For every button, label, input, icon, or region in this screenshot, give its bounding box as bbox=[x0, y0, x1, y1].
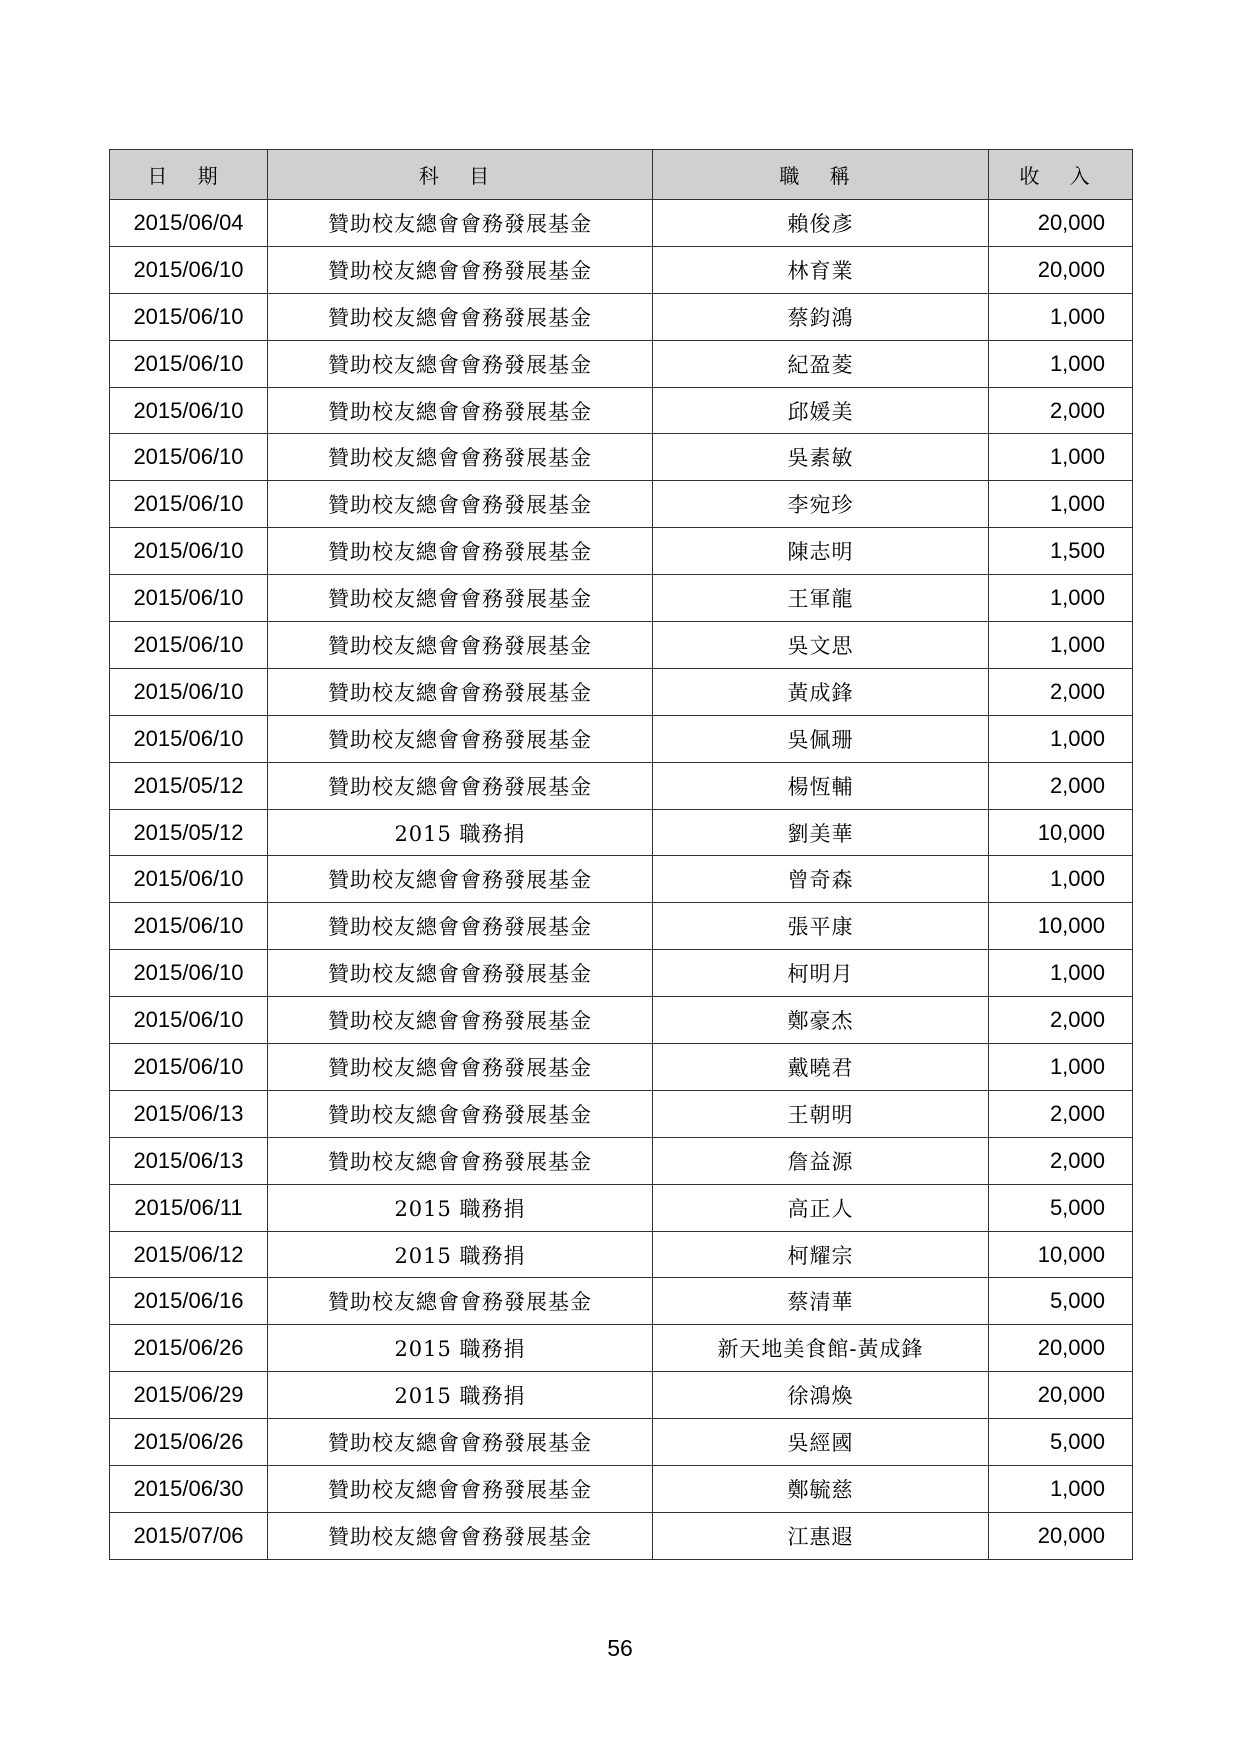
donation-ledger-table bbox=[109, 149, 1133, 1560]
amount-cell: 1,500 bbox=[989, 528, 1133, 575]
item-cell: 2015 職務捐 bbox=[268, 1184, 653, 1231]
table-row bbox=[110, 1466, 1133, 1513]
amount-cell: 1,000 bbox=[989, 622, 1133, 669]
date-cell: 2015/06/10 bbox=[110, 950, 268, 997]
amount-cell: 10,000 bbox=[989, 809, 1133, 856]
item-cell: 贊助校友總會會務發展基金 bbox=[268, 622, 653, 669]
amount-cell: 1,000 bbox=[989, 1466, 1133, 1513]
name-cell: 林育業 bbox=[653, 246, 989, 293]
amount-cell: 1,000 bbox=[989, 950, 1133, 997]
date-cell: 2015/07/06 bbox=[110, 1512, 268, 1559]
table-row bbox=[110, 1137, 1133, 1184]
date-cell: 2015/06/10 bbox=[110, 997, 268, 1044]
date-cell: 2015/06/10 bbox=[110, 575, 268, 622]
name-cell: 楊恆輔 bbox=[653, 762, 989, 809]
name-cell: 王軍龍 bbox=[653, 575, 989, 622]
table-row bbox=[110, 903, 1133, 950]
item-cell: 贊助校友總會會務發展基金 bbox=[268, 997, 653, 1044]
amount-cell: 1,000 bbox=[989, 715, 1133, 762]
name-cell: 蔡清華 bbox=[653, 1278, 989, 1325]
amount-cell: 10,000 bbox=[989, 1231, 1133, 1278]
date-cell: 2015/06/10 bbox=[110, 481, 268, 528]
name-cell: 曾奇森 bbox=[653, 856, 989, 903]
name-cell: 詹益源 bbox=[653, 1137, 989, 1184]
date-cell: 2015/06/10 bbox=[110, 340, 268, 387]
table-row bbox=[110, 246, 1133, 293]
amount-cell: 1,000 bbox=[989, 575, 1133, 622]
column-header-amount: 收 入 bbox=[989, 150, 1133, 200]
column-header-item: 科 目 bbox=[268, 150, 653, 200]
name-cell: 吳素敏 bbox=[653, 434, 989, 481]
table-row bbox=[110, 1184, 1133, 1231]
amount-cell: 1,000 bbox=[989, 481, 1133, 528]
name-cell: 柯耀宗 bbox=[653, 1231, 989, 1278]
table-row bbox=[110, 622, 1133, 669]
date-cell: 2015/06/10 bbox=[110, 856, 268, 903]
name-cell: 李宛珍 bbox=[653, 481, 989, 528]
item-cell: 贊助校友總會會務發展基金 bbox=[268, 1044, 653, 1091]
table-row bbox=[110, 715, 1133, 762]
item-cell: 贊助校友總會會務發展基金 bbox=[268, 762, 653, 809]
item-cell: 贊助校友總會會務發展基金 bbox=[268, 200, 653, 247]
date-cell: 2015/06/10 bbox=[110, 715, 268, 762]
item-cell: 2015 職務捐 bbox=[268, 809, 653, 856]
table-row bbox=[110, 809, 1133, 856]
item-cell: 贊助校友總會會務發展基金 bbox=[268, 1278, 653, 1325]
date-cell: 2015/06/10 bbox=[110, 293, 268, 340]
item-cell: 贊助校友總會會務發展基金 bbox=[268, 715, 653, 762]
date-cell: 2015/06/13 bbox=[110, 1090, 268, 1137]
date-cell: 2015/06/26 bbox=[110, 1325, 268, 1372]
column-header-date: 日 期 bbox=[110, 150, 268, 200]
table-row bbox=[110, 528, 1133, 575]
page-number: 56 bbox=[607, 1635, 633, 1661]
date-cell: 2015/06/11 bbox=[110, 1184, 268, 1231]
amount-cell: 5,000 bbox=[989, 1184, 1133, 1231]
date-cell: 2015/06/10 bbox=[110, 434, 268, 481]
name-cell: 劉美華 bbox=[653, 809, 989, 856]
date-cell: 2015/05/12 bbox=[110, 762, 268, 809]
header-row bbox=[110, 150, 1133, 200]
table-row bbox=[110, 1325, 1133, 1372]
name-cell: 邱媛美 bbox=[653, 387, 989, 434]
table-row bbox=[110, 1231, 1133, 1278]
table-row bbox=[110, 1372, 1133, 1419]
table-row bbox=[110, 434, 1133, 481]
table-row bbox=[110, 856, 1133, 903]
amount-cell: 1,000 bbox=[989, 434, 1133, 481]
date-cell: 2015/06/10 bbox=[110, 246, 268, 293]
name-cell: 江惠遐 bbox=[653, 1512, 989, 1559]
name-cell: 鄭毓慈 bbox=[653, 1466, 989, 1513]
name-cell: 賴俊彥 bbox=[653, 200, 989, 247]
name-cell: 陳志明 bbox=[653, 528, 989, 575]
item-cell: 贊助校友總會會務發展基金 bbox=[268, 903, 653, 950]
name-cell: 柯明月 bbox=[653, 950, 989, 997]
date-cell: 2015/06/12 bbox=[110, 1231, 268, 1278]
table-row bbox=[110, 997, 1133, 1044]
table-row bbox=[110, 1278, 1133, 1325]
item-cell: 贊助校友總會會務發展基金 bbox=[268, 1137, 653, 1184]
amount-cell: 5,000 bbox=[989, 1419, 1133, 1466]
amount-cell: 20,000 bbox=[989, 1372, 1133, 1419]
date-cell: 2015/06/10 bbox=[110, 903, 268, 950]
amount-cell: 1,000 bbox=[989, 1044, 1133, 1091]
name-cell: 吳經國 bbox=[653, 1419, 989, 1466]
table-row bbox=[110, 668, 1133, 715]
item-cell: 贊助校友總會會務發展基金 bbox=[268, 1090, 653, 1137]
name-cell: 吳佩珊 bbox=[653, 715, 989, 762]
amount-cell: 2,000 bbox=[989, 762, 1133, 809]
name-cell: 戴曉君 bbox=[653, 1044, 989, 1091]
amount-cell: 1,000 bbox=[989, 856, 1133, 903]
table-body bbox=[110, 200, 1133, 1560]
date-cell: 2015/06/10 bbox=[110, 528, 268, 575]
item-cell: 2015 職務捐 bbox=[268, 1231, 653, 1278]
amount-cell: 2,000 bbox=[989, 387, 1133, 434]
name-cell: 鄭豪杰 bbox=[653, 997, 989, 1044]
table-row bbox=[110, 387, 1133, 434]
table-header bbox=[110, 150, 1133, 200]
name-cell: 徐鴻煥 bbox=[653, 1372, 989, 1419]
table-row bbox=[110, 575, 1133, 622]
date-cell: 2015/06/04 bbox=[110, 200, 268, 247]
date-cell: 2015/05/12 bbox=[110, 809, 268, 856]
amount-cell: 2,000 bbox=[989, 668, 1133, 715]
date-cell: 2015/06/29 bbox=[110, 1372, 268, 1419]
name-cell: 新天地美食館-黃成鋒 bbox=[653, 1325, 989, 1372]
item-cell: 贊助校友總會會務發展基金 bbox=[268, 528, 653, 575]
amount-cell: 1,000 bbox=[989, 293, 1133, 340]
amount-cell: 2,000 bbox=[989, 1137, 1133, 1184]
name-cell: 蔡鈞鴻 bbox=[653, 293, 989, 340]
table-row bbox=[110, 1419, 1133, 1466]
amount-cell: 20,000 bbox=[989, 246, 1133, 293]
item-cell: 贊助校友總會會務發展基金 bbox=[268, 340, 653, 387]
item-cell: 贊助校友總會會務發展基金 bbox=[268, 668, 653, 715]
table-row bbox=[110, 481, 1133, 528]
name-cell: 張平康 bbox=[653, 903, 989, 950]
table-row bbox=[110, 200, 1133, 247]
date-cell: 2015/06/10 bbox=[110, 668, 268, 715]
item-cell: 贊助校友總會會務發展基金 bbox=[268, 387, 653, 434]
item-cell: 贊助校友總會會務發展基金 bbox=[268, 481, 653, 528]
amount-cell: 10,000 bbox=[989, 903, 1133, 950]
date-cell: 2015/06/13 bbox=[110, 1137, 268, 1184]
item-cell: 2015 職務捐 bbox=[268, 1325, 653, 1372]
item-cell: 贊助校友總會會務發展基金 bbox=[268, 293, 653, 340]
item-cell: 贊助校友總會會務發展基金 bbox=[268, 434, 653, 481]
item-cell: 贊助校友總會會務發展基金 bbox=[268, 950, 653, 997]
date-cell: 2015/06/16 bbox=[110, 1278, 268, 1325]
name-cell: 吳文思 bbox=[653, 622, 989, 669]
table-row bbox=[110, 1044, 1133, 1091]
table-row bbox=[110, 1512, 1133, 1559]
amount-cell: 5,000 bbox=[989, 1278, 1133, 1325]
item-cell: 贊助校友總會會務發展基金 bbox=[268, 1466, 653, 1513]
date-cell: 2015/06/30 bbox=[110, 1466, 268, 1513]
item-cell: 贊助校友總會會務發展基金 bbox=[268, 575, 653, 622]
item-cell: 贊助校友總會會務發展基金 bbox=[268, 1512, 653, 1559]
name-cell: 王朝明 bbox=[653, 1090, 989, 1137]
amount-cell: 2,000 bbox=[989, 1090, 1133, 1137]
amount-cell: 1,000 bbox=[989, 340, 1133, 387]
name-cell: 紀盈菱 bbox=[653, 340, 989, 387]
name-cell: 黃成鋒 bbox=[653, 668, 989, 715]
table-row bbox=[110, 950, 1133, 997]
date-cell: 2015/06/26 bbox=[110, 1419, 268, 1466]
item-cell: 贊助校友總會會務發展基金 bbox=[268, 1419, 653, 1466]
amount-cell: 20,000 bbox=[989, 1512, 1133, 1559]
table-row bbox=[110, 762, 1133, 809]
item-cell: 2015 職務捐 bbox=[268, 1372, 653, 1419]
column-header-name: 職 稱 bbox=[653, 150, 989, 200]
table-row bbox=[110, 293, 1133, 340]
amount-cell: 2,000 bbox=[989, 997, 1133, 1044]
item-cell: 贊助校友總會會務發展基金 bbox=[268, 246, 653, 293]
table-row bbox=[110, 340, 1133, 387]
item-cell: 贊助校友總會會務發展基金 bbox=[268, 856, 653, 903]
amount-cell: 20,000 bbox=[989, 200, 1133, 247]
date-cell: 2015/06/10 bbox=[110, 622, 268, 669]
amount-cell: 20,000 bbox=[989, 1325, 1133, 1372]
table-row bbox=[110, 1090, 1133, 1137]
name-cell: 高正人 bbox=[653, 1184, 989, 1231]
date-cell: 2015/06/10 bbox=[110, 387, 268, 434]
date-cell: 2015/06/10 bbox=[110, 1044, 268, 1091]
